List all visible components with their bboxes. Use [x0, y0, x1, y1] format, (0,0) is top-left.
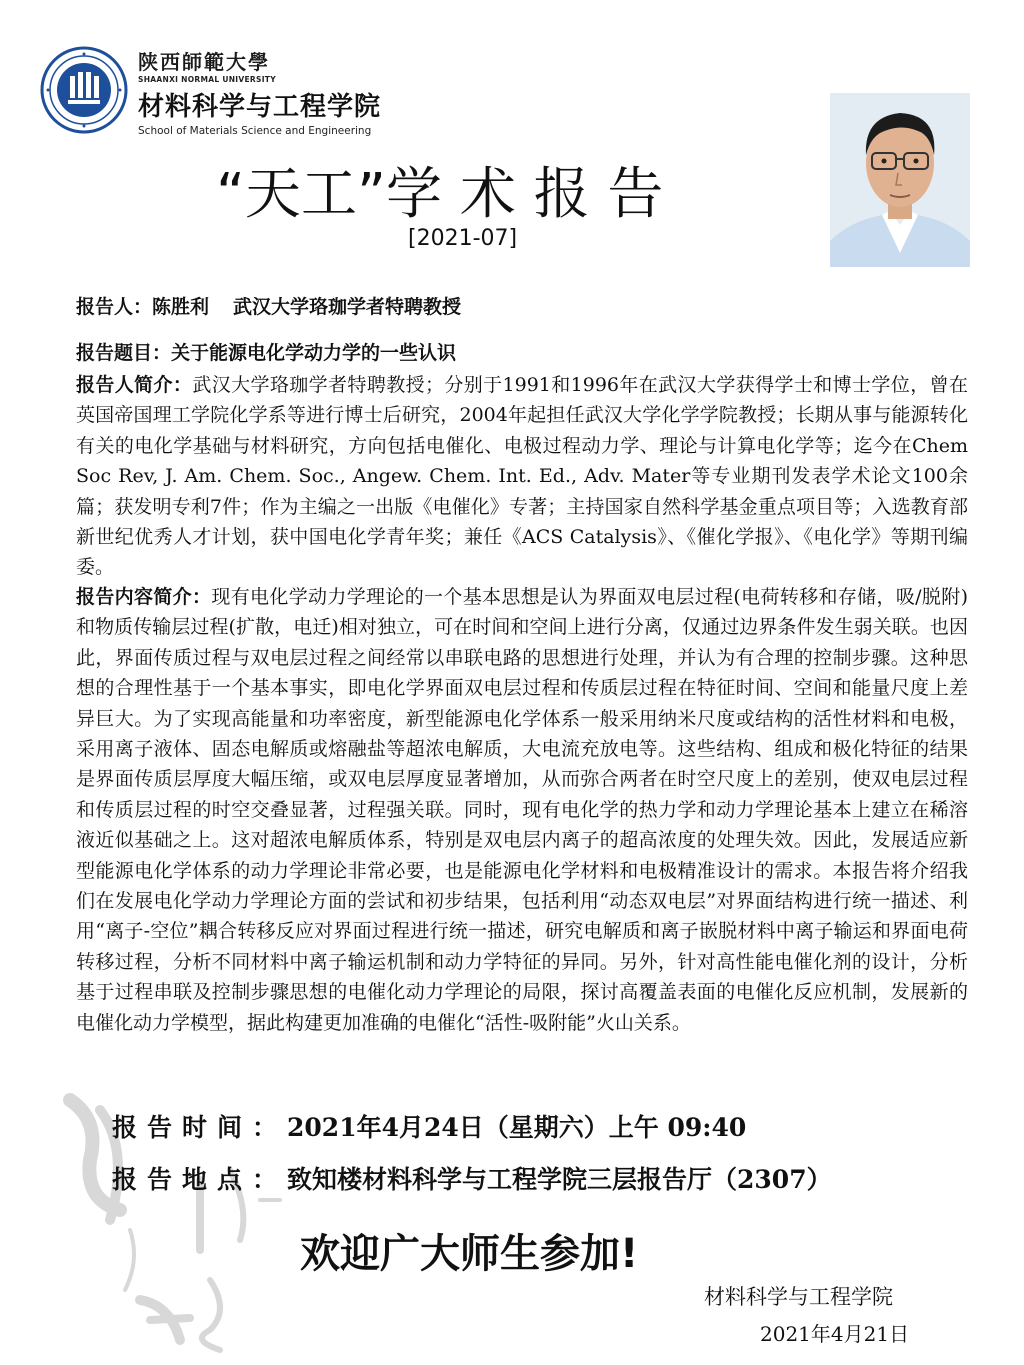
university-seal-icon [40, 46, 128, 134]
signature-date: 2021年4月21日 [760, 1322, 910, 1346]
welcome-message: 欢迎广大师生参加! [300, 1231, 639, 1277]
speaker-line [76, 292, 461, 322]
place-value: 致知楼材料科学与工程学院三层报告厅（2307） [287, 1165, 832, 1194]
speaker-title: 武汉大学珞珈学者特聘教授 [233, 296, 462, 318]
signature-org: 材料科学与工程学院 [704, 1285, 893, 1309]
university-name-en: SHAANXI NORMAL UNIVERSITY [138, 75, 276, 84]
topic-label: 报告题目： [76, 342, 172, 364]
time-label: 报告时间： [112, 1113, 288, 1142]
issue-number: [2021-07] [408, 226, 518, 251]
speaker-bio [76, 370, 968, 583]
college-name-cn: 材料科学与工程学院 [138, 92, 382, 122]
abstract-text: 现有电化学动力学理论的一个基本思想是认为界面双电层过程(电荷转移和存储，吸/脱附)和物质传输层过程(扩散，电迁)相对独立，可在时间和空间上进行分离，仅通过边界条件发生弱关联。也因此，界面传质过程与双电层过程之间经常以串联电路的思想进行处理，并认为有合理的控制步骤。这种思想的合理性基于一个基本事实，即电化学界面双电层过程和传质层过程在特征时间、空间和能量尺度上差异巨大。为了实现高能量和功率密度，新型能源电化学体系一般采用纳米尺度或结构的活性材料和电极，采用离子液体、固态电解质或熔融盐等超浓电解质，大电流充放电等。这些结构、组成和极化特征的结果是界面传质层厚度大幅压缩，或双电层厚度显著增加，从而弥合两者在时空尺度上的差别，使双电层过程和传质层过程的时空交叠显著，过程强关联。同时，现有电化学的热力学和动力学理论基本上建立在稀溶液近似基础之上。这对超浓电解质体系，特别是双电层内离子的超高浓度的处理失效。因此，发展适应新型能源电化学体系的动力学理论非常必要，也是能源电化学材料和电极精准设计的需求。本报告将介绍我们在发展电化学动力学理论方面的尝试和初步结果，包括利用“动态双电层”对界面结构进行统一描述、利用“离子-空位”耦合转移反应对界面过程进行统一描述，研究电解质和离子嵌脱材料中离子输运和界面电荷转移过程，分析不同材料中离子输运机制和动力学特征的异同。另外，针对高性能电催化剂的设计，分析基于过程串联及控制步骤思想的电催化动力学理论的局限，探讨高覆盖表面的电催化反应机制，发展新的电催化动力学模型，据此构建更加准确的电催化“活性-吸附能”火山关系。 [76, 586, 968, 1034]
bio-label: 报告人简介： [76, 374, 193, 396]
brand-text [138, 46, 381, 137]
university-name-cn: 陕西師範大學 [138, 50, 270, 74]
speaker-name: 陈胜利 [152, 296, 210, 318]
talk-time [112, 1108, 746, 1144]
talk-abstract [76, 582, 968, 1038]
header [40, 42, 440, 142]
page-title: “天工”学 术 报 告 [216, 162, 664, 227]
topic-line [76, 338, 456, 368]
bio-text: 武汉大学珞珈学者特聘教授；分别于1991和1996年在武汉大学获得学士和博士学位，曾在英国帝国理工学院化学系等进行博士后研究，2004年起担任武汉大学化学学院教授；长期从事与能源转化有关的电化学基础与材料研究，方向包括电催化、电极过程动力学、理论与计算电化学等；迄今在Chem Soc Rev, J. Am. Chem. Soc., Angew. Chem. Int. Ed., Adv. Mater等专业期刊发表学术论文100余篇；获发明专利7件；作为主编之一出版《电催化》专著；主持国家自然科学基金重点项目等；入选教育部新世纪优秀人才计划，获中国电化学青年奖；兼任《ACS Catalysis》、《催化学报》、《电化学》等期刊编委。 [76, 374, 968, 579]
time-value: 2021年4月24日（星期六）上午 09:40 [287, 1113, 747, 1142]
place-label: 报告地点： [112, 1165, 288, 1194]
talk-place [112, 1160, 832, 1196]
college-name-en: School of Materials Science and Engineering [138, 125, 372, 137]
speaker-portrait [830, 93, 970, 267]
speaker-label: 报告人： [76, 296, 153, 318]
topic-text: 关于能源电化学动力学的一些认识 [171, 342, 457, 364]
abstract-label: 报告内容简介： [76, 586, 212, 608]
